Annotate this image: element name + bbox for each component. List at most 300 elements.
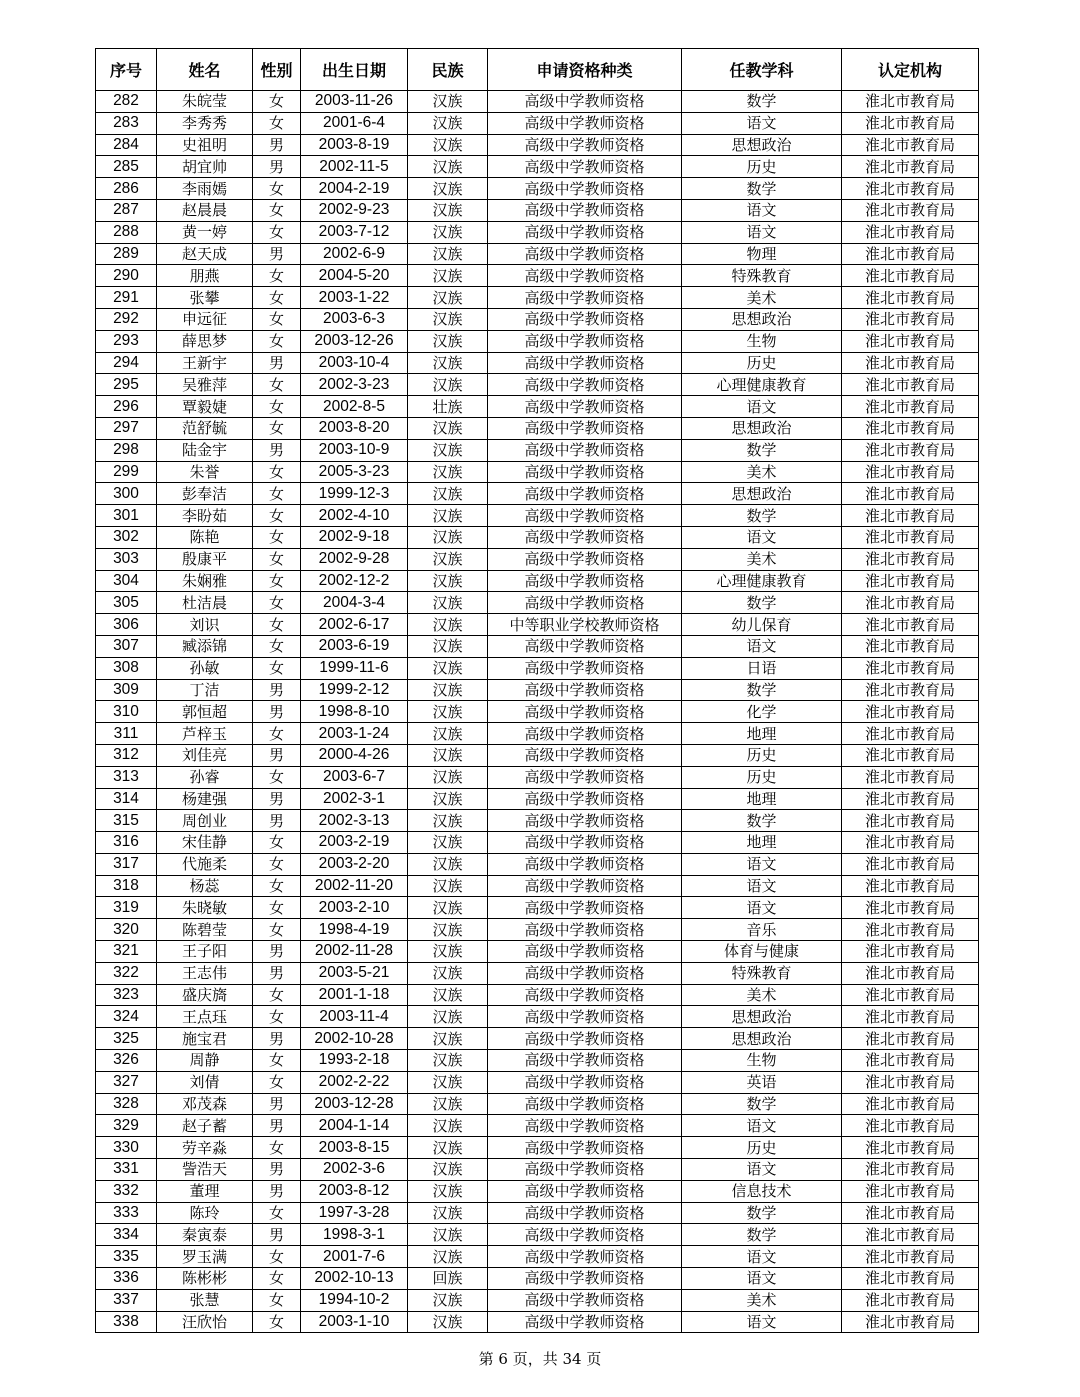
cell-birthdate: 1998-8-10 — [301, 701, 408, 723]
cell-name: 王点珏 — [157, 1006, 253, 1028]
cell-gender: 女 — [253, 919, 301, 941]
cell-name: 赵晨晨 — [157, 199, 253, 221]
cell-name: 杨蕊 — [157, 875, 253, 897]
cell-subject: 物理 — [682, 243, 842, 265]
cell-name: 陈艳 — [157, 526, 253, 548]
cell-name: 朱晓敏 — [157, 897, 253, 919]
cell-ethnicity: 汉族 — [408, 265, 488, 287]
cell-authority: 淮北市教育局 — [842, 897, 979, 919]
cell-authority: 淮北市教育局 — [842, 134, 979, 156]
cell-birthdate: 2003-2-10 — [301, 897, 408, 919]
cell-birthdate: 2001-1-18 — [301, 984, 408, 1006]
cell-subject: 心理健康教育 — [682, 570, 842, 592]
cell-subject: 语文 — [682, 112, 842, 134]
cell-authority: 淮北市教育局 — [842, 439, 979, 461]
cell-authority: 淮北市教育局 — [842, 744, 979, 766]
cell-seq: 305 — [96, 592, 157, 614]
cell-subject: 历史 — [682, 156, 842, 178]
cell-ethnicity: 汉族 — [408, 766, 488, 788]
cell-qualification-type: 中等职业学校教师资格 — [488, 614, 682, 636]
cell-name: 范舒毓 — [157, 417, 253, 439]
cell-qualification-type: 高级中学教师资格 — [488, 352, 682, 374]
cell-seq: 315 — [96, 810, 157, 832]
cell-subject: 思想政治 — [682, 1006, 842, 1028]
table-row — [96, 374, 979, 396]
cell-gender: 女 — [253, 1050, 301, 1072]
cell-name: 汪欣怡 — [157, 1311, 253, 1333]
cell-ethnicity: 汉族 — [408, 614, 488, 636]
cell-ethnicity: 汉族 — [408, 984, 488, 1006]
cell-name: 刘识 — [157, 614, 253, 636]
cell-gender: 男 — [253, 701, 301, 723]
cell-name: 臧添锦 — [157, 635, 253, 657]
cell-seq: 306 — [96, 614, 157, 636]
cell-name: 丁洁 — [157, 679, 253, 701]
cell-birthdate: 2003-8-19 — [301, 134, 408, 156]
cell-name: 陆金宇 — [157, 439, 253, 461]
cell-subject: 生物 — [682, 1050, 842, 1072]
cell-gender: 女 — [253, 526, 301, 548]
cell-gender: 男 — [253, 243, 301, 265]
cell-birthdate: 2002-2-22 — [301, 1071, 408, 1093]
cell-birthdate: 2001-7-6 — [301, 1246, 408, 1268]
cell-qualification-type: 高级中学教师资格 — [488, 1137, 682, 1159]
cell-gender: 女 — [253, 199, 301, 221]
cell-name: 宋佳静 — [157, 832, 253, 854]
cell-seq: 308 — [96, 657, 157, 679]
cell-subject: 数学 — [682, 439, 842, 461]
cell-ethnicity: 汉族 — [408, 635, 488, 657]
table-row — [96, 1202, 979, 1224]
cell-gender: 女 — [253, 1268, 301, 1290]
cell-authority: 淮北市教育局 — [842, 1268, 979, 1290]
cell-birthdate: 2002-9-28 — [301, 548, 408, 570]
cell-seq: 313 — [96, 766, 157, 788]
cell-authority: 淮北市教育局 — [842, 1115, 979, 1137]
cell-subject: 英语 — [682, 1071, 842, 1093]
cell-qualification-type: 高级中学教师资格 — [488, 810, 682, 832]
cell-birthdate: 2002-3-13 — [301, 810, 408, 832]
cell-seq: 329 — [96, 1115, 157, 1137]
cell-ethnicity: 汉族 — [408, 243, 488, 265]
cell-ethnicity: 汉族 — [408, 1180, 488, 1202]
cell-authority: 淮北市教育局 — [842, 984, 979, 1006]
cell-gender: 男 — [253, 962, 301, 984]
cell-birthdate: 2002-6-9 — [301, 243, 408, 265]
cell-ethnicity: 汉族 — [408, 941, 488, 963]
cell-subject: 美术 — [682, 461, 842, 483]
cell-birthdate: 1998-3-1 — [301, 1224, 408, 1246]
table-row — [96, 919, 979, 941]
cell-subject: 历史 — [682, 744, 842, 766]
cell-authority: 淮北市教育局 — [842, 723, 979, 745]
cell-gender: 女 — [253, 396, 301, 418]
cell-subject: 地理 — [682, 788, 842, 810]
cell-authority: 淮北市教育局 — [842, 178, 979, 200]
cell-gender: 女 — [253, 330, 301, 352]
cell-birthdate: 2003-1-22 — [301, 287, 408, 309]
cell-seq: 301 — [96, 505, 157, 527]
cell-birthdate: 1999-11-6 — [301, 657, 408, 679]
cell-name: 朱皖莹 — [157, 91, 253, 113]
cell-qualification-type: 高级中学教师资格 — [488, 897, 682, 919]
cell-qualification-type: 高级中学教师资格 — [488, 156, 682, 178]
cell-qualification-type: 高级中学教师资格 — [488, 962, 682, 984]
cell-seq: 317 — [96, 853, 157, 875]
table-row — [96, 570, 979, 592]
cell-qualification-type: 高级中学教师资格 — [488, 417, 682, 439]
table-body — [96, 91, 979, 1333]
cell-qualification-type: 高级中学教师资格 — [488, 1246, 682, 1268]
cell-name: 孙睿 — [157, 766, 253, 788]
cell-authority: 淮北市教育局 — [842, 505, 979, 527]
table-row — [96, 635, 979, 657]
table-row — [96, 308, 979, 330]
table-row — [96, 1311, 979, 1333]
cell-birthdate: 2000-4-26 — [301, 744, 408, 766]
cell-seq: 300 — [96, 483, 157, 505]
cell-birthdate: 2003-11-4 — [301, 1006, 408, 1028]
cell-seq: 307 — [96, 635, 157, 657]
cell-ethnicity: 汉族 — [408, 570, 488, 592]
cell-seq: 293 — [96, 330, 157, 352]
table-row — [96, 788, 979, 810]
cell-seq: 334 — [96, 1224, 157, 1246]
cell-subject: 历史 — [682, 766, 842, 788]
cell-gender: 女 — [253, 1202, 301, 1224]
table-row — [96, 330, 979, 352]
cell-qualification-type: 高级中学教师资格 — [488, 330, 682, 352]
cell-ethnicity: 汉族 — [408, 1311, 488, 1333]
cell-subject: 数学 — [682, 1224, 842, 1246]
cell-seq: 321 — [96, 941, 157, 963]
cell-seq: 304 — [96, 570, 157, 592]
cell-ethnicity: 汉族 — [408, 91, 488, 113]
cell-authority: 淮北市教育局 — [842, 679, 979, 701]
cell-seq: 336 — [96, 1268, 157, 1290]
cell-gender: 女 — [253, 505, 301, 527]
cell-authority: 淮北市教育局 — [842, 962, 979, 984]
cell-ethnicity: 汉族 — [408, 1028, 488, 1050]
cell-seq: 289 — [96, 243, 157, 265]
cell-seq: 286 — [96, 178, 157, 200]
cell-birthdate: 2003-6-3 — [301, 308, 408, 330]
cell-seq: 297 — [96, 417, 157, 439]
cell-birthdate: 1994-10-2 — [301, 1289, 408, 1311]
cell-gender: 男 — [253, 1028, 301, 1050]
cell-seq: 291 — [96, 287, 157, 309]
cell-subject: 体育与健康 — [682, 941, 842, 963]
cell-birthdate: 2004-5-20 — [301, 265, 408, 287]
cell-name: 张慧 — [157, 1289, 253, 1311]
cell-authority: 淮北市教育局 — [842, 548, 979, 570]
cell-subject: 语文 — [682, 853, 842, 875]
cell-birthdate: 2003-10-4 — [301, 352, 408, 374]
cell-subject: 信息技术 — [682, 1180, 842, 1202]
cell-name: 朱誉 — [157, 461, 253, 483]
cell-birthdate: 2003-6-7 — [301, 766, 408, 788]
cell-birthdate: 2003-5-21 — [301, 962, 408, 984]
cell-subject: 地理 — [682, 832, 842, 854]
cell-gender: 女 — [253, 723, 301, 745]
cell-gender: 女 — [253, 832, 301, 854]
table-row — [96, 1006, 979, 1028]
cell-birthdate: 2002-11-20 — [301, 875, 408, 897]
cell-gender: 男 — [253, 810, 301, 832]
cell-ethnicity: 汉族 — [408, 287, 488, 309]
cell-gender: 男 — [253, 439, 301, 461]
cell-birthdate: 2005-3-23 — [301, 461, 408, 483]
cell-qualification-type: 高级中学教师资格 — [488, 396, 682, 418]
cell-seq: 303 — [96, 548, 157, 570]
cell-name: 史祖明 — [157, 134, 253, 156]
cell-gender: 女 — [253, 1311, 301, 1333]
cell-seq: 322 — [96, 962, 157, 984]
table-row — [96, 962, 979, 984]
header-row — [96, 49, 979, 91]
cell-authority: 淮北市教育局 — [842, 199, 979, 221]
cell-seq: 337 — [96, 1289, 157, 1311]
cell-subject: 语文 — [682, 635, 842, 657]
cell-birthdate: 2001-6-4 — [301, 112, 408, 134]
cell-qualification-type: 高级中学教师资格 — [488, 788, 682, 810]
cell-name: 殷康平 — [157, 548, 253, 570]
cell-subject: 语文 — [682, 526, 842, 548]
cell-name: 吴雅萍 — [157, 374, 253, 396]
cell-ethnicity: 汉族 — [408, 221, 488, 243]
cell-birthdate: 2003-1-10 — [301, 1311, 408, 1333]
cell-gender: 女 — [253, 265, 301, 287]
cell-birthdate: 2002-6-17 — [301, 614, 408, 636]
table-row — [96, 657, 979, 679]
cell-qualification-type: 高级中学教师资格 — [488, 505, 682, 527]
cell-birthdate: 2002-11-28 — [301, 941, 408, 963]
cell-birthdate: 2003-8-20 — [301, 417, 408, 439]
cell-ethnicity: 汉族 — [408, 308, 488, 330]
cell-subject: 心理健康教育 — [682, 374, 842, 396]
cell-name: 施宝君 — [157, 1028, 253, 1050]
cell-birthdate: 2002-3-1 — [301, 788, 408, 810]
table-header — [96, 49, 979, 91]
cell-gender: 女 — [253, 657, 301, 679]
cell-birthdate: 2003-7-12 — [301, 221, 408, 243]
cell-authority: 淮北市教育局 — [842, 417, 979, 439]
table-row — [96, 352, 979, 374]
cell-ethnicity: 汉族 — [408, 330, 488, 352]
cell-seq: 318 — [96, 875, 157, 897]
table-row — [96, 243, 979, 265]
cell-authority: 淮北市教育局 — [842, 1028, 979, 1050]
table-row — [96, 941, 979, 963]
table-row — [96, 156, 979, 178]
cell-subject: 特殊教育 — [682, 265, 842, 287]
cell-ethnicity: 汉族 — [408, 1246, 488, 1268]
cell-gender: 女 — [253, 548, 301, 570]
cell-authority: 淮北市教育局 — [842, 1159, 979, 1181]
cell-birthdate: 1998-4-19 — [301, 919, 408, 941]
cell-gender: 男 — [253, 134, 301, 156]
cell-authority: 淮北市教育局 — [842, 1224, 979, 1246]
cell-birthdate: 1993-2-18 — [301, 1050, 408, 1072]
cell-gender: 女 — [253, 287, 301, 309]
cell-authority: 淮北市教育局 — [842, 810, 979, 832]
cell-seq: 282 — [96, 91, 157, 113]
cell-ethnicity: 汉族 — [408, 1159, 488, 1181]
cell-subject: 美术 — [682, 287, 842, 309]
table-row — [96, 526, 979, 548]
cell-authority: 淮北市教育局 — [842, 1246, 979, 1268]
cell-name: 杨建强 — [157, 788, 253, 810]
cell-name: 周静 — [157, 1050, 253, 1072]
table-row — [96, 984, 979, 1006]
cell-subject: 特殊教育 — [682, 962, 842, 984]
cell-subject: 生物 — [682, 330, 842, 352]
table-row — [96, 875, 979, 897]
cell-seq: 311 — [96, 723, 157, 745]
cell-subject: 思想政治 — [682, 483, 842, 505]
cell-ethnicity: 汉族 — [408, 788, 488, 810]
cell-ethnicity: 汉族 — [408, 1224, 488, 1246]
cell-subject: 数学 — [682, 592, 842, 614]
cell-seq: 284 — [96, 134, 157, 156]
cell-ethnicity: 汉族 — [408, 526, 488, 548]
cell-ethnicity: 壮族 — [408, 396, 488, 418]
cell-name: 薛思梦 — [157, 330, 253, 352]
table-row — [96, 1180, 979, 1202]
cell-gender: 男 — [253, 788, 301, 810]
cell-qualification-type: 高级中学教师资格 — [488, 548, 682, 570]
cell-qualification-type: 高级中学教师资格 — [488, 1202, 682, 1224]
table-row — [96, 287, 979, 309]
cell-ethnicity: 汉族 — [408, 1006, 488, 1028]
cell-qualification-type: 高级中学教师资格 — [488, 570, 682, 592]
cell-gender: 女 — [253, 635, 301, 657]
cell-gender: 男 — [253, 941, 301, 963]
table-row — [96, 1289, 979, 1311]
cell-subject: 地理 — [682, 723, 842, 745]
cell-authority: 淮北市教育局 — [842, 526, 979, 548]
cell-gender: 女 — [253, 483, 301, 505]
cell-qualification-type: 高级中学教师资格 — [488, 134, 682, 156]
cell-birthdate: 2004-1-14 — [301, 1115, 408, 1137]
cell-seq: 285 — [96, 156, 157, 178]
cell-seq: 338 — [96, 1311, 157, 1333]
cell-authority: 淮北市教育局 — [842, 221, 979, 243]
cell-subject: 数学 — [682, 1202, 842, 1224]
cell-qualification-type: 高级中学教师资格 — [488, 1071, 682, 1093]
cell-ethnicity: 汉族 — [408, 417, 488, 439]
table-row — [96, 439, 979, 461]
table-row — [96, 701, 979, 723]
cell-seq: 310 — [96, 701, 157, 723]
cell-authority: 淮北市教育局 — [842, 1071, 979, 1093]
cell-name: 李盼茹 — [157, 505, 253, 527]
cell-qualification-type: 高级中学教师资格 — [488, 984, 682, 1006]
cell-gender: 男 — [253, 1180, 301, 1202]
cell-seq: 328 — [96, 1093, 157, 1115]
cell-qualification-type: 高级中学教师资格 — [488, 744, 682, 766]
cell-name: 王新宇 — [157, 352, 253, 374]
table-row — [96, 810, 979, 832]
cell-ethnicity: 汉族 — [408, 1137, 488, 1159]
cell-qualification-type: 高级中学教师资格 — [488, 766, 682, 788]
cell-seq: 319 — [96, 897, 157, 919]
cell-seq: 287 — [96, 199, 157, 221]
cell-subject: 数学 — [682, 679, 842, 701]
cell-ethnicity: 汉族 — [408, 875, 488, 897]
cell-gender: 女 — [253, 766, 301, 788]
table-row — [96, 1093, 979, 1115]
cell-birthdate: 2004-2-19 — [301, 178, 408, 200]
cell-seq: 312 — [96, 744, 157, 766]
cell-gender: 女 — [253, 417, 301, 439]
cell-qualification-type: 高级中学教师资格 — [488, 91, 682, 113]
cell-subject: 历史 — [682, 352, 842, 374]
table-row — [96, 744, 979, 766]
cell-name: 李秀秀 — [157, 112, 253, 134]
cell-ethnicity: 汉族 — [408, 919, 488, 941]
cell-subject: 幼儿保育 — [682, 614, 842, 636]
cell-birthdate: 2003-1-24 — [301, 723, 408, 745]
cell-ethnicity: 汉族 — [408, 679, 488, 701]
cell-qualification-type: 高级中学教师资格 — [488, 875, 682, 897]
cell-name: 王子阳 — [157, 941, 253, 963]
cell-name: 陈玲 — [157, 1202, 253, 1224]
cell-seq: 320 — [96, 919, 157, 941]
cell-name: 芦梓玉 — [157, 723, 253, 745]
col-header-gender: 性别 — [253, 49, 301, 91]
cell-gender: 女 — [253, 1137, 301, 1159]
cell-birthdate: 2002-12-2 — [301, 570, 408, 592]
cell-ethnicity: 汉族 — [408, 897, 488, 919]
teacher-qualification-table — [95, 48, 979, 1333]
col-header-birthdate: 出生日期 — [301, 49, 408, 91]
cell-authority: 淮北市教育局 — [842, 657, 979, 679]
cell-ethnicity: 回族 — [408, 1268, 488, 1290]
table-row — [96, 1159, 979, 1181]
table-row — [96, 897, 979, 919]
cell-subject: 思想政治 — [682, 417, 842, 439]
cell-subject: 数学 — [682, 91, 842, 113]
cell-authority: 淮北市教育局 — [842, 483, 979, 505]
cell-seq: 323 — [96, 984, 157, 1006]
cell-qualification-type: 高级中学教师资格 — [488, 1311, 682, 1333]
table-row — [96, 112, 979, 134]
cell-ethnicity: 汉族 — [408, 156, 488, 178]
cell-authority: 淮北市教育局 — [842, 1289, 979, 1311]
cell-name: 刘倩 — [157, 1071, 253, 1093]
cell-ethnicity: 汉族 — [408, 962, 488, 984]
cell-ethnicity: 汉族 — [408, 352, 488, 374]
cell-name: 董理 — [157, 1180, 253, 1202]
cell-subject: 数学 — [682, 1093, 842, 1115]
cell-gender: 女 — [253, 984, 301, 1006]
cell-ethnicity: 汉族 — [408, 1050, 488, 1072]
table-row — [96, 1137, 979, 1159]
cell-authority: 淮北市教育局 — [842, 374, 979, 396]
cell-authority: 淮北市教育局 — [842, 396, 979, 418]
cell-subject: 思想政治 — [682, 308, 842, 330]
cell-authority: 淮北市教育局 — [842, 1180, 979, 1202]
page-footer: 第 6 页，共 34 页 — [478, 1350, 602, 1368]
cell-ethnicity: 汉族 — [408, 832, 488, 854]
cell-birthdate: 2003-8-12 — [301, 1180, 408, 1202]
cell-name: 彭奉洁 — [157, 483, 253, 505]
cell-authority: 淮北市教育局 — [842, 1202, 979, 1224]
table-row — [96, 221, 979, 243]
cell-birthdate: 2002-10-28 — [301, 1028, 408, 1050]
cell-ethnicity: 汉族 — [408, 1071, 488, 1093]
